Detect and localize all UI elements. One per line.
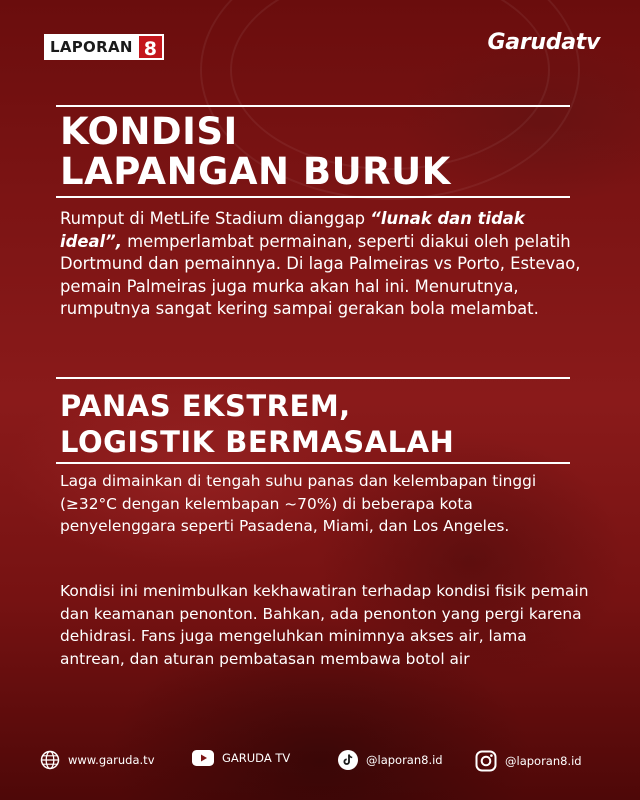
section-heading-field-condition: [60, 112, 451, 192]
paragraph-field-condition: [60, 208, 590, 321]
heading-line: PANAS EKSTREM,: [60, 389, 351, 423]
divider-rule: [56, 105, 570, 107]
laporan-logo-number: 8: [137, 34, 164, 60]
paragraph-text: memperlambat permainan, seperti diakui oleh pelatih Dortmund dan pemainnya. Di laga Palmeiras vs Porto, Estevao, pemain Palmeiras juga murka akan hal ini. Menurutnya, rumputnya sangat kering sampai gerakan bola melambat.: [60, 231, 581, 318]
laporan8-logo: [44, 34, 164, 60]
footer-social-bar: [0, 738, 640, 782]
heading-line: LOGISTIK BERMASALAH: [60, 425, 455, 459]
footer-instagram-link[interactable]: [475, 750, 582, 772]
garudatv-logo: Garudatv: [487, 30, 600, 55]
instagram-text: @laporan8.id: [505, 754, 582, 768]
tiktok-icon: [338, 750, 358, 770]
footer-tiktok-link[interactable]: [338, 750, 443, 770]
paragraph-heat: Laga dimainkan di tengah suhu panas dan kelembapan tinggi (≥32°C dengan kelembapan ~70%) di beberapa kota penyelenggara seperti Pasadena, Miami, dan Los Angeles.: [60, 472, 537, 535]
instagram-icon: [475, 750, 497, 772]
footer-youtube-link[interactable]: [192, 750, 290, 766]
divider-rule: [56, 196, 570, 198]
tiktok-text: @laporan8.id: [366, 753, 443, 767]
paragraph-logistics: Kondisi ini menimbulkan kekhawatiran terhadap kondisi fisik pemain dan keamanan penonton. Bahkan, ada penonton yang pergi karena dehidrasi. Fans juga mengeluhkan minimnya akses air, lama antrean, dan aturan pembatasan membawa botol air: [60, 582, 589, 668]
globe-icon: [40, 750, 60, 770]
footer-website-link[interactable]: [40, 750, 155, 770]
laporan-logo-word: LAPORAN: [44, 34, 137, 60]
section-heading-heat-logistics: [60, 388, 454, 460]
website-text: www.garuda.tv: [68, 753, 155, 767]
youtube-icon: [192, 750, 214, 766]
youtube-text: GARUDA TV: [222, 751, 291, 765]
divider-rule: [56, 377, 570, 379]
heading-line: KONDISI: [60, 110, 238, 153]
heading-line: LAPANGAN BURUK: [60, 150, 451, 193]
emphasis-quote: “lunak dan tidak ideal”,: [60, 209, 525, 251]
divider-rule: [56, 462, 570, 464]
paragraph-text: Rumput di MetLife Stadium dianggap: [60, 209, 371, 228]
